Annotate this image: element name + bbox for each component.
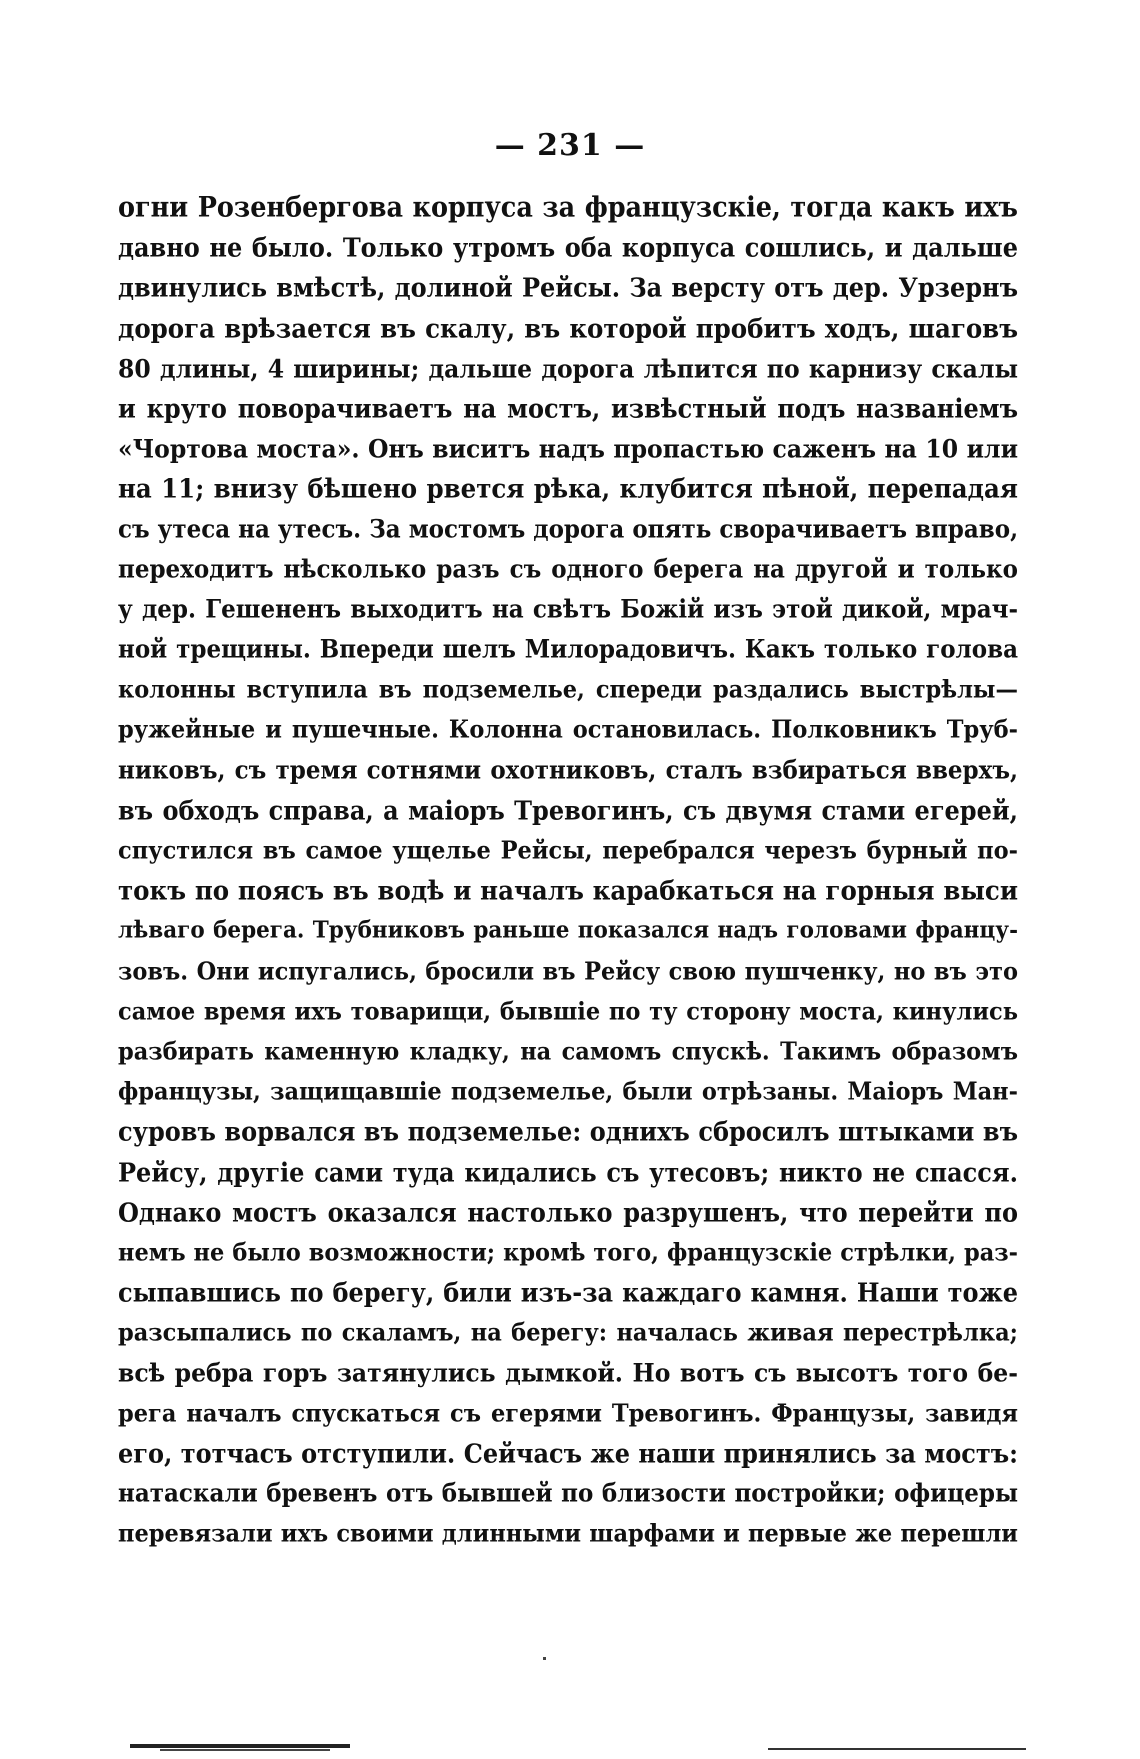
text-line: двинулись вмѣстѣ, долиной Рейсы. За версту отъ дер. Урзернъ bbox=[118, 272, 1018, 304]
text-line: никовъ, съ тремя сотнями охотниковъ, сталъ взбираться вверхъ, bbox=[118, 755, 1018, 785]
text-line: сыпавшись по берегу, били изъ-за каждаго камня. Наши тоже bbox=[118, 1276, 1018, 1309]
text-line: давно не было. Только утромъ оба корпуса сошлись, и дальше bbox=[118, 231, 1018, 264]
footer-rule-right bbox=[768, 1748, 1026, 1750]
text-line: колонны вступила въ подземелье, спереди раздались выстрѣлы— bbox=[118, 676, 1018, 705]
text-line: немъ не было возможности; кромѣ того, французскіе стрѣлки, раз- bbox=[118, 1238, 1018, 1267]
text-line: у дер. Гешененъ выходитъ на свѣтъ Божій изъ этой дикой, мрач- bbox=[118, 594, 1018, 624]
text-line: рега началъ спускаться съ егерями Тревогинъ. Французы, завидя bbox=[118, 1399, 1018, 1428]
text-line: ружейные и пушечные. Колонна остановилась. Полковникъ Труб- bbox=[118, 716, 1018, 745]
text-line: разсыпались по скаламъ, на берегу: началась живая перестрѣлка; bbox=[118, 1319, 1018, 1348]
text-line: «Чортова моста». Онъ виситъ надъ пропастью саженъ на 10 или bbox=[118, 433, 1018, 465]
footer-rule-left bbox=[130, 1744, 350, 1748]
text-line: разбирать каменную кладку, на самомъ спускѣ. Такимъ образомъ bbox=[118, 1037, 1018, 1066]
text-line: Однако мостъ оказался настолько разрушенъ, что перейти по bbox=[118, 1196, 1018, 1228]
text-line: его, тотчасъ отступили. Сейчасъ же наши принялись за мостъ: bbox=[118, 1437, 1018, 1469]
text-line: суровъ ворвался въ подземелье: однихъ сбросилъ штыками въ bbox=[118, 1116, 1018, 1148]
text-line: натаскали бревенъ отъ бывшей по близости постройки; офицеры bbox=[118, 1478, 1018, 1509]
text-line: спустился въ самое ущелье Рейсы, перебрался черезъ бурный по- bbox=[118, 836, 1018, 866]
text-line: токъ по поясъ въ водѣ и началъ карабкаться на горныя выси bbox=[118, 874, 1018, 907]
footer-dot bbox=[543, 1657, 546, 1660]
text-line: Рейсу, другіе сами туда кидались съ утесовъ; никто не спасся. bbox=[118, 1156, 1018, 1188]
body-text bbox=[118, 188, 1018, 1554]
text-line: зовъ. Они испугались, бросили въ Рейсу свою пушченку, но въ это bbox=[118, 957, 1018, 986]
text-line: въ обходъ справа, а маіоръ Тревогинъ, съ двумя стами егерей, bbox=[118, 794, 1018, 826]
page-number: — 231 — bbox=[494, 128, 646, 163]
text-line: съ утеса на утесъ. За мостомъ дорога опять сворачиваетъ вправо, bbox=[118, 514, 1018, 544]
text-line: огни Розенбергова корпуса за французскіе, тогда какъ ихъ bbox=[118, 191, 1018, 225]
text-line: перевязали ихъ своими длинными шарфами и первые же перешли bbox=[118, 1520, 1018, 1549]
text-line: дорога врѣзается въ скалу, въ которой пробитъ ходъ, шаговъ bbox=[118, 312, 1018, 344]
text-line: французы, защищавшіе подземелье, были отрѣзаны. Маіоръ Ман- bbox=[118, 1078, 1018, 1107]
text-line: и круто поворачиваетъ на мостъ, извѣстный подъ названіемъ bbox=[118, 392, 1018, 425]
text-line: самое время ихъ товарищи, бывшіе по ту сторону моста, кинулись bbox=[118, 997, 1018, 1026]
text-line: на 11; внизу бѣшено рвется рѣка, клубится пѣной, перепадая bbox=[118, 473, 1018, 505]
text-line: 80 длины, 4 ширины; дальше дорога лѣпится по карнизу скалы bbox=[118, 353, 1018, 384]
text-line: всѣ ребра горъ затянулись дымкой. Но вотъ съ высотъ того бе- bbox=[118, 1358, 1018, 1389]
text-line: ной трещины. Впереди шелъ Милорадовичъ. Какъ только голова bbox=[118, 634, 1018, 665]
text-line: лѣваго берега. Трубниковъ раньше показался надъ головами францу- bbox=[118, 917, 1018, 945]
text-line: переходитъ нѣсколько разъ съ одного берега на другой и только bbox=[118, 554, 1018, 584]
